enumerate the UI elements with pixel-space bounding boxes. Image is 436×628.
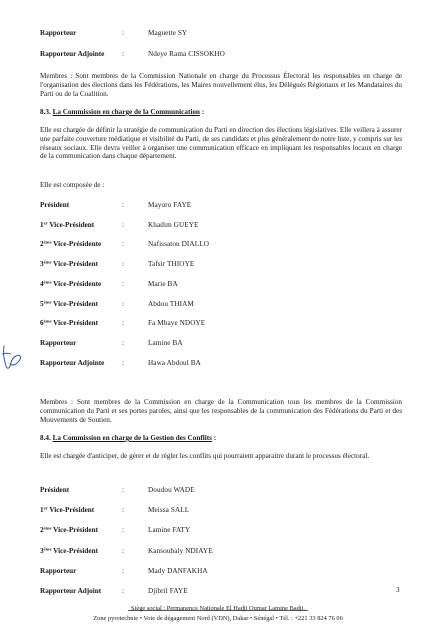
section-83-paragraph: Elle est chargée de définir la stratégie de communication du Parti en direction des élections législatives. Elle veillera à assurer une parfaite couverture médiatique et visibilité du Parti, de ses candidats et plus généralement de notre liste, y compris sur les réseaux sociaux. Elle devra veiller à organiser une communication efficace en impliquant les responsables locaux en charge de la communication dans chaque département. bbox=[40, 126, 402, 161]
member-name: Tafsir THIOYE bbox=[148, 260, 195, 269]
member-role bbox=[40, 240, 101, 249]
member-colon: : bbox=[122, 506, 124, 515]
member-name: Mayoro FAYE bbox=[148, 201, 192, 209]
top-colon-1: : bbox=[122, 29, 124, 37]
member-role-ordinal: ème bbox=[43, 318, 52, 324]
top-role-1: Rapporteur bbox=[40, 29, 77, 37]
member-role-prefix: Rapporteur bbox=[40, 338, 77, 347]
member-role bbox=[40, 567, 76, 576]
signature-mark bbox=[0, 342, 26, 372]
member-role bbox=[40, 221, 94, 230]
member-role-ordinal: ème bbox=[43, 298, 52, 304]
section-83-intro: Elle est composée de : bbox=[40, 181, 105, 189]
member-role-ordinal: er bbox=[43, 505, 48, 511]
member-role-suffix: Vice-Président bbox=[51, 526, 99, 535]
footer-line-1: Siège social : Permanence Nationale El Hadji Oumar Lamine Badji, bbox=[131, 605, 305, 612]
member-role-suffix: Vice-Président bbox=[47, 506, 95, 515]
member-colon: : bbox=[122, 279, 124, 288]
member-role bbox=[40, 280, 101, 289]
section-84-heading bbox=[40, 434, 216, 443]
member-role-prefix: 2 bbox=[40, 526, 44, 535]
member-role-prefix: 5 bbox=[40, 299, 44, 308]
member-role bbox=[40, 526, 98, 535]
top-members-paragraph: Membres : Sont membres de la Commission Nationale en charge du Processus Électoral les responsables en charge de l'organisation des élections dans les Fédérations, les Maires nouvellement élus, les Délégués Régionaux et les Mandataires du Parti ou de la Coalition. bbox=[40, 72, 402, 98]
member-colon: : bbox=[122, 526, 124, 535]
member-role-suffix: Vice-Président bbox=[47, 220, 95, 229]
member-colon: : bbox=[122, 240, 124, 249]
member-name: Djibril FAYE bbox=[148, 587, 188, 595]
member-role bbox=[40, 260, 98, 269]
section-83-heading bbox=[40, 108, 204, 117]
member-name: Nafissatou DIALLO bbox=[148, 240, 209, 249]
member-name: Lamine FATY bbox=[148, 526, 191, 535]
section-84-colon: : bbox=[213, 434, 217, 442]
member-colon: : bbox=[122, 566, 124, 575]
member-role-ordinal: er bbox=[43, 220, 48, 226]
member-name: Doudou WADE bbox=[148, 486, 195, 494]
member-colon: : bbox=[122, 358, 124, 367]
footer-line-2: Zone pyrotechnie • Voie de dégagement Nord (VDN), Dakar • Sénégal • Tél. : +221 33 824 76 06 bbox=[93, 615, 343, 622]
section-84-number: 8.4. bbox=[40, 434, 51, 442]
member-colon: : bbox=[122, 220, 124, 229]
member-role bbox=[40, 547, 98, 556]
member-role-ordinal: ème bbox=[43, 259, 52, 265]
member-role-prefix: 6 bbox=[40, 319, 44, 328]
member-colon: : bbox=[122, 338, 124, 347]
member-role-prefix: 2 bbox=[40, 240, 44, 249]
member-name: Meissa SALL bbox=[148, 506, 190, 515]
member-role-prefix: Rapporteur Adjoint bbox=[40, 587, 102, 595]
member-role-ordinal: ème bbox=[43, 239, 52, 245]
member-role-prefix: Rapporteur bbox=[40, 566, 77, 575]
member-role-prefix: 3 bbox=[40, 260, 44, 269]
member-role bbox=[40, 201, 69, 210]
member-role-ordinal: ème bbox=[43, 279, 52, 285]
member-name: Mady DANFAKHA bbox=[148, 566, 208, 575]
member-role bbox=[40, 359, 104, 368]
top-name-1: Maguette SY bbox=[148, 29, 188, 37]
member-name: Khadim GUEYE bbox=[148, 220, 199, 229]
member-role bbox=[40, 339, 76, 348]
member-colon: : bbox=[122, 546, 124, 555]
member-role bbox=[40, 506, 94, 515]
top-role-2: Rapporteur Adjointe bbox=[40, 50, 105, 58]
member-name: Hawa Abdoul BA bbox=[148, 358, 201, 367]
section-83-number: 8.3. bbox=[40, 108, 51, 116]
section-83-colon: : bbox=[201, 108, 205, 116]
section-83-title: La Commission en charge de la Communication bbox=[52, 108, 200, 116]
member-role bbox=[40, 587, 101, 596]
member-role-prefix: 1 bbox=[40, 506, 44, 515]
member-role-ordinal: ème bbox=[43, 525, 52, 531]
top-name-2: Ndeye Rama CISSOKHO bbox=[148, 50, 225, 58]
member-role-suffix: Vice-Président bbox=[51, 546, 99, 555]
member-colon: : bbox=[122, 299, 124, 308]
member-role-prefix: 4 bbox=[40, 279, 44, 288]
page-number: 3 bbox=[396, 586, 400, 594]
member-role-prefix: Président bbox=[40, 201, 70, 209]
member-role-suffix: Vice-Présidente bbox=[51, 279, 102, 288]
top-colon-2: : bbox=[122, 50, 124, 58]
member-name: Lamine BA bbox=[148, 338, 183, 347]
member-role-ordinal: ème bbox=[43, 546, 52, 551]
member-colon: : bbox=[122, 260, 124, 269]
member-colon: : bbox=[122, 486, 124, 494]
member-colon: : bbox=[122, 587, 124, 595]
member-role-prefix: Rapporteur Adjointe bbox=[40, 358, 105, 367]
section-84-paragraph: Elle est chargée d'anticiper, de gérer et de régler les conflits qui pourraient apparaitre durant le processus électoral. bbox=[40, 452, 370, 460]
section-83-members-paragraph: Membres : Sont membres de la Commission en charge de la Communication tous les membres de la Commission communication du Parti et ses portes paroles, ainsi que les responsables de la communication des Fédérations du Parti et des Mouvements de Soutien. bbox=[40, 398, 402, 424]
member-name: Fa Mbaye NDOYE bbox=[148, 319, 206, 328]
member-role-suffix: Vice-Président bbox=[51, 260, 99, 269]
member-name: Kansoubaly NDIAYE bbox=[148, 546, 213, 555]
member-role bbox=[40, 319, 98, 328]
member-role-suffix: Vice-Président bbox=[51, 319, 99, 328]
member-role-prefix: Président bbox=[40, 486, 70, 494]
member-colon: : bbox=[122, 201, 124, 209]
member-name: Marie BA bbox=[148, 279, 178, 288]
member-role-prefix: 3 bbox=[40, 546, 44, 555]
member-name: Abdou THIAM bbox=[148, 299, 194, 308]
member-role bbox=[40, 486, 69, 495]
section-84-title: La Commission en charge de la Gestion des Conflits bbox=[52, 434, 212, 442]
member-role-suffix: Vice-Président bbox=[51, 299, 99, 308]
member-role-prefix: 1 bbox=[40, 220, 44, 229]
member-role bbox=[40, 300, 98, 309]
member-role-suffix: Vice-Présidente bbox=[51, 240, 102, 249]
member-colon: : bbox=[122, 319, 124, 328]
